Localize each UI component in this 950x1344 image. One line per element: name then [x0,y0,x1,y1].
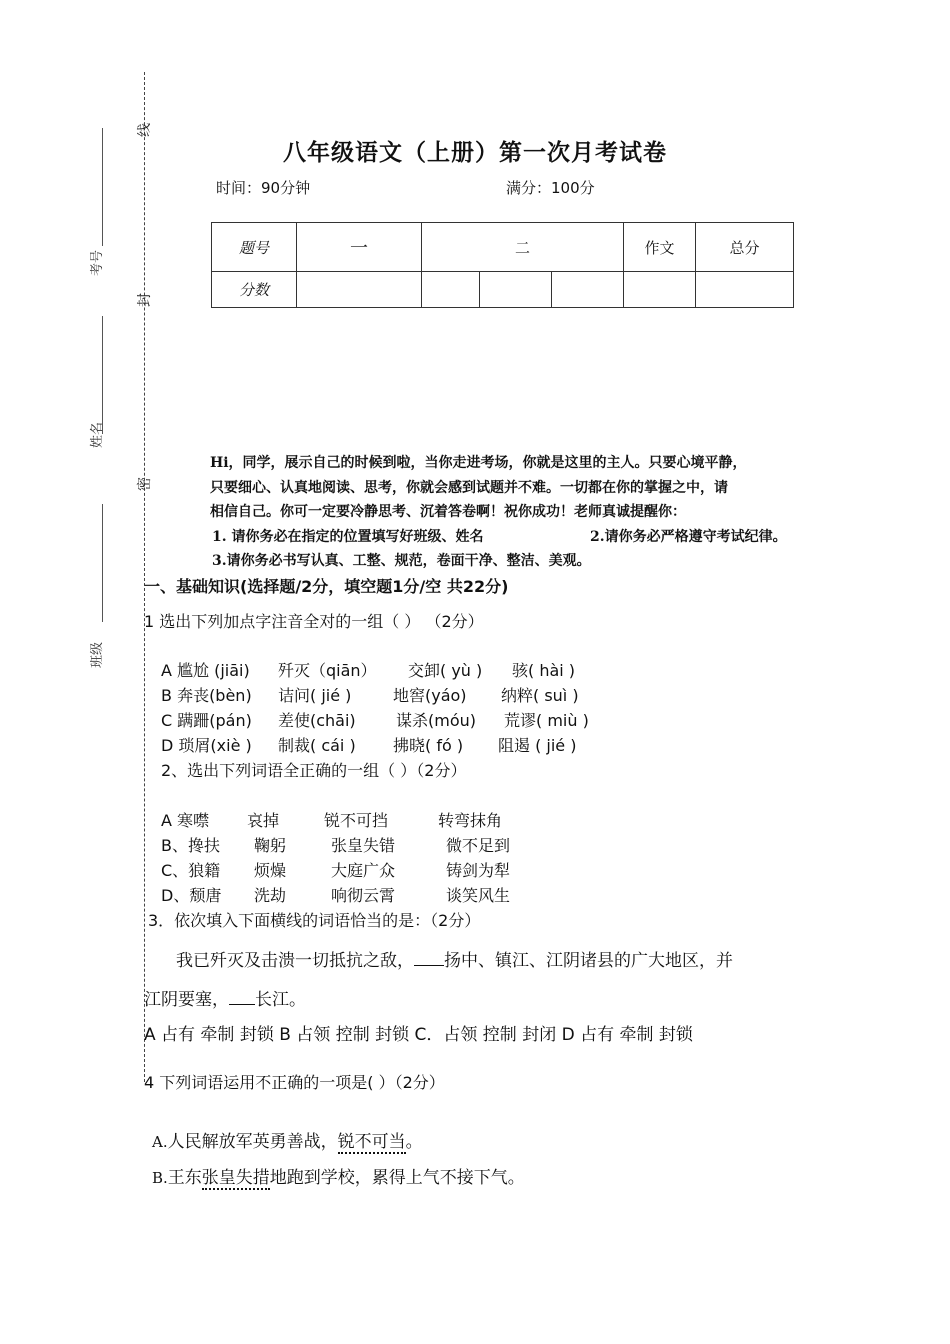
notice-rule-1: 1. 请你务必在指定的位置填写好班级、姓名 [212,529,484,545]
notice-line: 相信自己。你可一定要冷静思考、沉着答卷啊！祝你成功！老师真诚提醒你： [210,504,686,520]
section-heading: 一、基础知识(选择题/2分，填空题1分/空 共22分) [144,577,509,596]
score-table [211,222,794,308]
question-1-stem: 1 选出下列加点字注音全对的一组（ ） （2分） [144,612,484,631]
class-label: 班级 [90,641,105,668]
notice-line: 只要细心、认真地阅读、思考，你就会感到试题并不难。一切都在你的掌握之中，请 [210,480,728,496]
seal-mark-line: 线 [137,123,153,137]
exam-no-label: 考号 [90,249,105,276]
score-cell[interactable] [422,272,480,308]
q3-blank-2[interactable] [229,990,255,1005]
q4-a-dotted-word: 锐不可当 [337,1132,406,1152]
row-score-label: 分数 [212,272,297,308]
question-4-stem: 4 下列词语运用不正确的一项是( ）（2分） [144,1073,445,1092]
notice-line: Hi，同学，展示自己的时候到啦，当你走进考场，你就是这里的主人。只要心境平静， [210,455,747,471]
q3-options[interactable]: A 占有 牵制 封锁 B 占领 控制 封锁 C．占领 控制 封闭 D 占有 牵制 封锁 [144,1025,693,1045]
page-title: 八年级语文（上册）第一次月考试卷 [283,140,667,166]
q4-option-a[interactable]: A.人民解放军英勇善战，锐不可当。 [152,1132,423,1152]
header-total: 总分 [696,223,794,272]
notice-rule-3: 3.请你务必书写认真、工整、规范，卷面干净、整洁、美观。 [212,553,591,569]
q3-passage-line-1: 我已歼灭及击溃一切抵抗之敌， 扬中、镇江、江阴诸县的广大地区，并 [176,951,733,971]
question-2-stem: 2、选出下列词语全正确的一组（ ）（2分） [161,761,467,780]
full-score: 满分：100分 [506,179,595,197]
question-3-stem: 3．依次填入下面横线的词语恰当的是：（2分） [148,911,481,930]
score-cell[interactable] [480,272,552,308]
seal-mark-feng: 封 [137,293,153,307]
q4-b-dotted-word: 张皇失措 [201,1168,270,1188]
score-cell[interactable] [696,272,794,308]
header-part-one: 一 [297,223,422,272]
name-blank[interactable] [102,316,103,434]
exam-time: 时间：90分钟 [216,179,311,197]
seal-mark-mi: 密 [137,477,153,491]
class-blank[interactable] [102,504,103,622]
header-question-no: 题号 [212,223,297,272]
q3-passage-line-2: 江阴要塞， 长江。 [144,990,306,1010]
q4-option-b[interactable]: B.王东张皇失措地跑到学校，累得上气不接下气。 [152,1168,525,1188]
score-cell[interactable] [297,272,422,308]
name-label: 姓名 [90,421,105,448]
header-part-two: 二 [422,223,624,272]
score-cell[interactable] [552,272,624,308]
score-cell[interactable] [624,272,696,308]
notice-rule-2: 2.请你务必严格遵守考试纪律。 [590,529,787,545]
q3-blank-1[interactable] [414,951,444,966]
header-essay: 作文 [624,223,696,272]
